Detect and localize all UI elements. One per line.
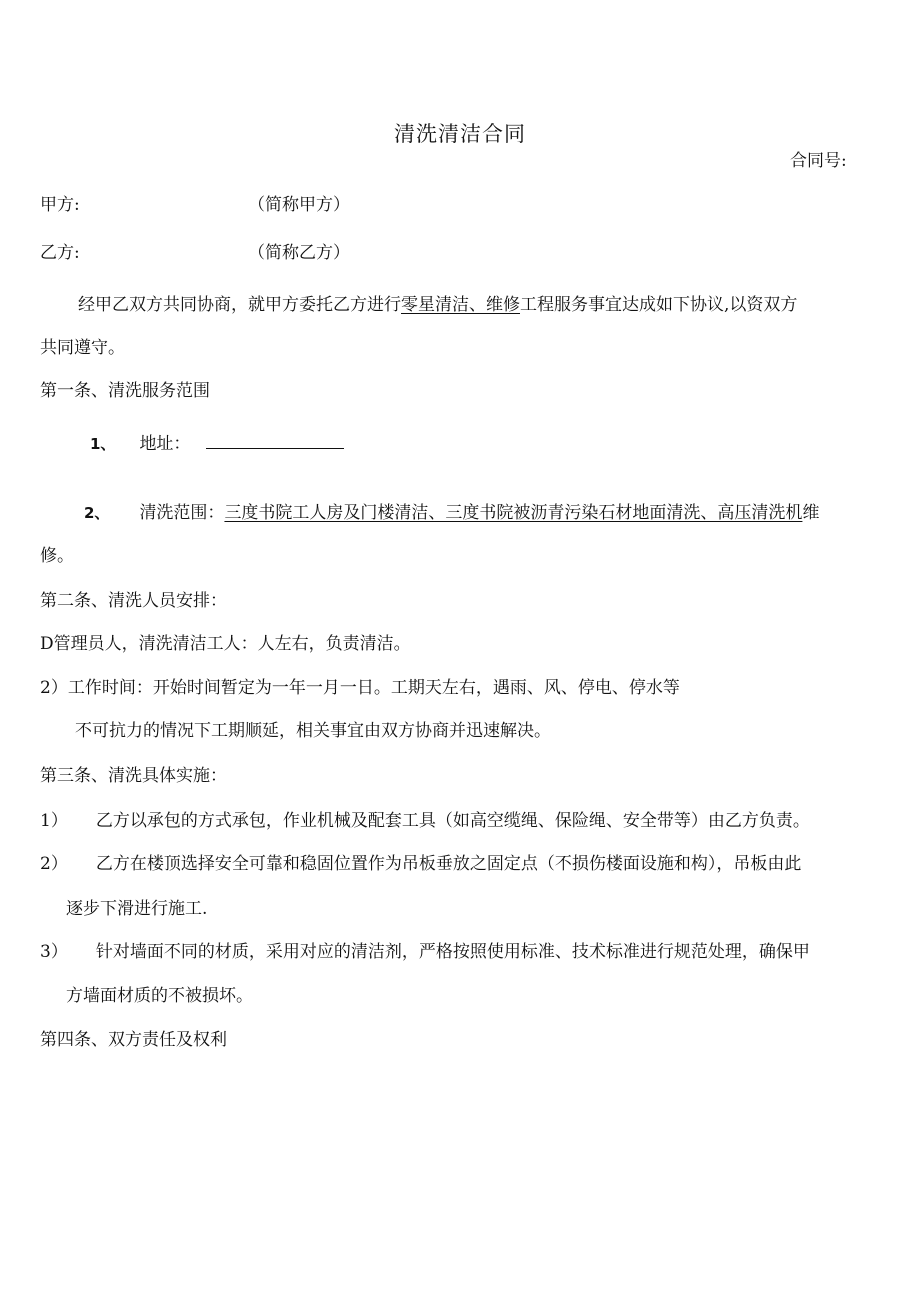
address-label: 地址： — [139, 434, 191, 454]
scope-label: 清洗范围： — [139, 503, 225, 523]
item-number: 2、 — [84, 504, 110, 522]
article-3-item-2 — [40, 853, 801, 875]
article-1-heading: 第一条、清洗服务范围 — [40, 381, 210, 401]
intro-text-part2: 工程服务事宜达成如下协议,以资双方 — [520, 295, 798, 315]
intro-underlined-scope: 零星清洁、维修 — [401, 295, 520, 315]
intro-paragraph-line1 — [78, 294, 797, 316]
item-number: 1、 — [90, 435, 116, 453]
item-text: 乙方在楼顶选择安全可靠和稳固位置作为吊板垂放之固定点（不损伤楼面设施和构），吊板由此 — [95, 854, 802, 874]
article-3-item-1 — [40, 810, 810, 832]
article-3-item-3-cont: 方墙面材质的不被损坏。 — [66, 986, 253, 1006]
article-2-item-1: D管理员人，清洗清洁工人：人左右，负责清洁。 — [40, 634, 411, 654]
article-3-item-2-cont: 逐步下滑进行施工. — [66, 899, 208, 919]
item-number: 2） — [40, 854, 68, 874]
item-number: 3） — [40, 942, 68, 962]
article-1-item-2-cont: 修。 — [40, 546, 74, 566]
scope-tail: 维 — [802, 503, 820, 523]
article-2-item-2: 2）工作时间：开始时间暂定为一年一月一日。工期天左右，遇雨、风、停电、停水等 — [40, 678, 680, 698]
contract-number-label: 合同号: — [790, 151, 847, 171]
scope-underlined-text: 三度书院工人房及门楼清洁、三度书院被沥青污染石材地面清洗、高压清洗机 — [224, 503, 803, 523]
address-blank-line — [206, 432, 344, 449]
article-1-item-1 — [90, 432, 344, 454]
party-b-note: （简称乙方） — [248, 243, 350, 263]
party-b-label: 乙方: — [40, 243, 80, 263]
intro-text-part1: 经甲乙双方共同协商，就甲方委托乙方进行 — [78, 295, 401, 315]
item-number: 1） — [40, 811, 68, 831]
party-a-label: 甲方: — [40, 195, 80, 215]
article-4-heading: 第四条、双方责任及权利 — [40, 1030, 227, 1050]
article-3-item-3 — [40, 941, 810, 963]
article-2-item-2-cont: 不可抗力的情况下工期顺延，相关事宜由双方协商并迅速解决。 — [75, 721, 551, 741]
intro-paragraph-line2: 共同遵守。 — [40, 338, 125, 358]
article-3-heading: 第三条、清洗具体实施： — [40, 766, 227, 786]
item-text: 针对墙面不同的材质，采用对应的清洁剂，严格按照使用标准、技术标准进行规范处理，确保甲 — [95, 942, 810, 962]
document-title: 清洗清洁合同 — [394, 122, 526, 146]
party-a-note: （简称甲方） — [248, 195, 350, 215]
article-2-heading: 第二条、清洗人员安排： — [40, 591, 227, 611]
item-text: 乙方以承包的方式承包，作业机械及配套工具（如高空缆绳、保险绳、安全带等）由乙方负责。 — [95, 811, 810, 831]
article-1-item-2 — [84, 502, 819, 524]
